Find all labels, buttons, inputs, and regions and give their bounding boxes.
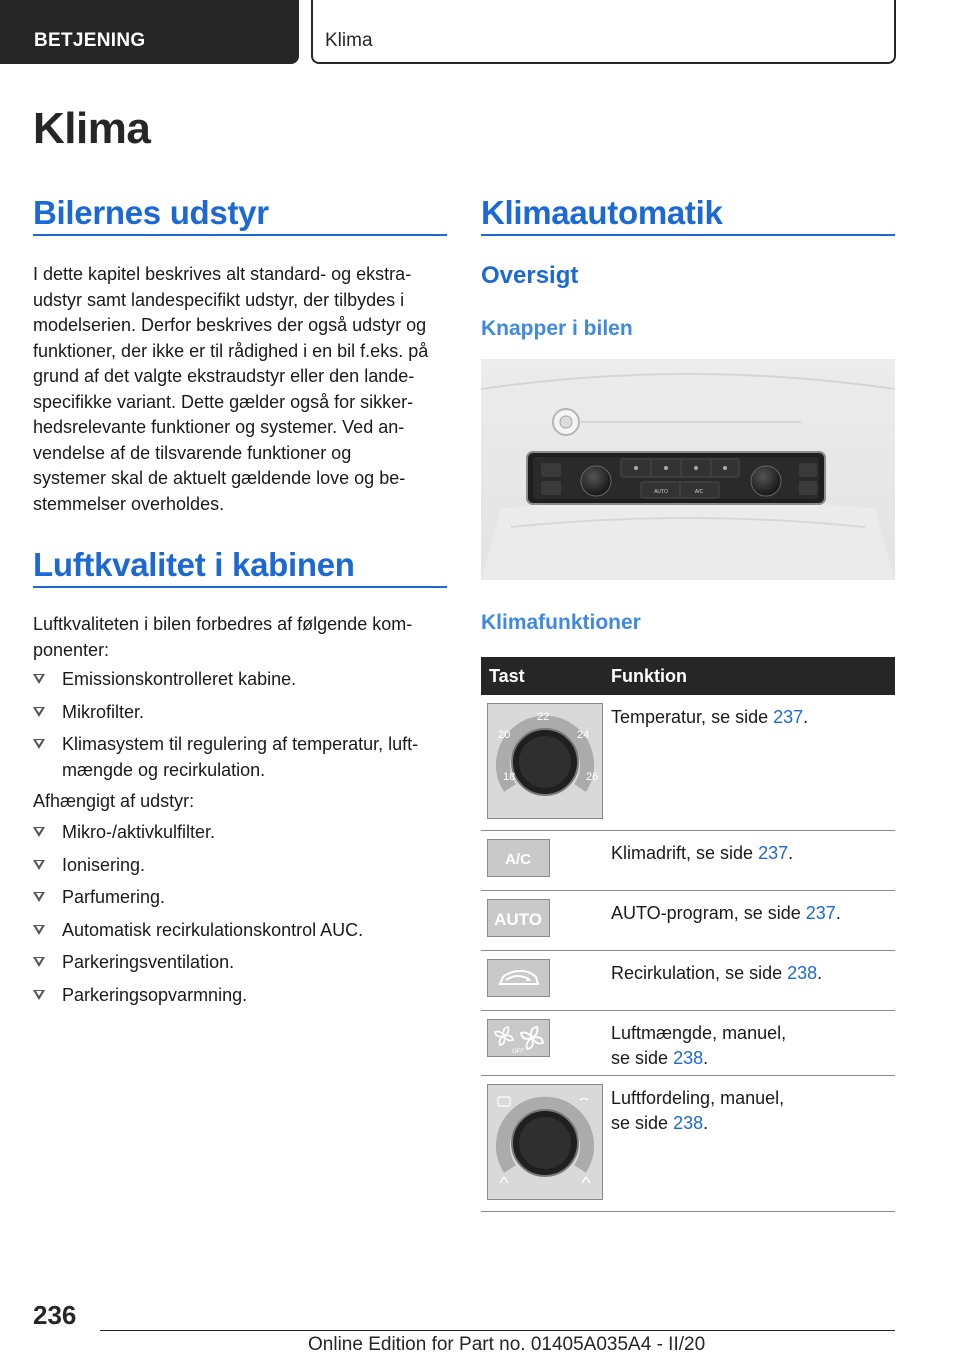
table-row [481,1011,895,1076]
heading-air-quality: Luftkvalitet i kabinen [33,546,355,583]
svg-text:A/C: A/C [505,851,531,868]
air-distribution-dial-icon [487,1084,603,1200]
svg-text:22: 22 [537,711,550,723]
text-line: hedsrelevante funktioner og systemer. Ved an- [33,417,405,437]
auto-button-icon [487,899,550,937]
text-line: stemmelser overholdes. [33,493,225,514]
temperature-dial-icon [487,703,603,819]
page-link[interactable]: 237 [805,903,836,923]
functions-table [481,657,895,1212]
svg-text:24: 24 [577,729,590,741]
text-line: systemer skal de aktuelt gældende love og be- [33,468,406,488]
heading-overview: Oversigt [481,262,579,289]
svg-text:20: 20 [498,729,511,741]
page-link[interactable]: 238 [787,963,818,983]
bullet-triangle-icon [33,707,45,717]
bullet-triangle-icon [33,827,45,837]
table-row [481,1076,895,1212]
section-tab [0,0,299,64]
function-temperature: Temperatur, se side 237. [611,707,809,727]
function-air-distribution: Luftfordeling, manuel, se side 238. [611,1088,785,1133]
chapter-label: Klima [325,30,373,51]
recirculation-button-icon [487,959,550,997]
list-item: Mikrofilter. [33,700,449,726]
svg-text:18: 18 [503,771,516,783]
heading-climate-auto: Klimaautomatik [481,194,723,231]
page-title: Klima [33,104,151,153]
page-link[interactable]: 238 [673,1048,704,1068]
svg-text:AUTO: AUTO [494,910,542,929]
function-auto-program: AUTO-program, se side 237. [611,903,841,923]
text-line: modelserien. Derfor beskrives der også udstyr og [33,315,427,335]
air-intro [33,612,449,663]
climate-panel-photo [481,359,895,580]
list-item: Emissionskontrolleret kabine. [33,667,449,693]
bullet-triangle-icon [33,957,45,967]
list-item: Automatisk recirkulationskontrol AUC. [33,918,449,944]
page-number: 236 [33,1300,77,1330]
ac-button-icon [487,839,550,877]
table-row [481,695,895,831]
svg-text:OFF: OFF [512,1049,524,1055]
list-item: Parkeringsventilation. [33,950,449,976]
table-row [481,951,895,1011]
text-line: I dette kapitel beskrives alt standard- og ekstra- [33,264,412,284]
heading-buttons: Knapper i bilen [481,317,633,340]
col-key: Tast [489,666,525,686]
text-line: Luftkvaliteten i bilen forbedres af følgende kom- [33,614,413,634]
text-line: specifikke variant. Dette gælder også for sikker- [33,391,414,412]
text-line: vendelse af de tilsvarende funktioner og [33,442,352,463]
heading-rule [33,586,447,588]
svg-text:A/C: A/C [694,489,704,495]
bullet-triangle-icon [33,739,45,749]
bullet-triangle-icon [33,990,45,1000]
text-line: grund af det valgte ekstraudstyr eller den lande- [33,366,415,386]
edition-note: Online Edition for Part no. 01405A035A4 - II/20 [308,1334,706,1355]
equipment-paragraph [33,262,449,517]
heading-rule [481,234,895,236]
bullet-triangle-icon [33,860,45,870]
bullet-triangle-icon [33,892,45,902]
svg-text:26: 26 [586,771,599,783]
function-climate-mode: Klimadrift, se side 237. [611,843,794,863]
text-line: funktioner, der ikke er til rådighed i en bil f.eks. på [33,340,429,361]
col-function: Funktion [611,666,687,686]
fan-button-icon [487,1019,550,1057]
chapter-tab [311,0,896,64]
bullet-triangle-icon [33,925,45,935]
heading-rule [33,234,447,236]
list-item: Mikro-/aktivkulfilter. [33,820,449,846]
optional-label: Afhængigt af udstyr: [33,791,195,811]
list-item: Ionisering. [33,853,449,879]
text-line: ponenter: [33,639,110,660]
heading-functions: Klimafunktioner [481,611,641,634]
table-header [481,657,895,695]
function-air-volume: Luftmængde, manuel, se side 238. [611,1023,787,1068]
function-recirculation: Recirkulation, se side 238. [611,963,823,983]
page-link[interactable]: 237 [773,707,804,727]
list-item: Parfumering. [33,885,449,911]
text-line: udstyr samt landespecifikt udstyr, der tilbydes i [33,289,405,310]
air-component-list [33,667,449,790]
page-link[interactable]: 238 [673,1113,704,1133]
table-row [481,891,895,951]
list-item: Parkeringsopvarmning. [33,983,449,1009]
heading-equipment: Bilernes udstyr [33,194,269,231]
section-label: BETJENING [34,30,146,51]
svg-text:AUTO: AUTO [654,489,668,495]
footer-rule [100,1330,895,1331]
optional-list [33,820,449,1015]
page-link[interactable]: 237 [758,843,789,863]
list-item: Klimasystem til regulering af temperatur, luft- mængde og recirkulation. [33,732,449,783]
table-row [481,831,895,891]
bullet-triangle-icon [33,674,45,684]
